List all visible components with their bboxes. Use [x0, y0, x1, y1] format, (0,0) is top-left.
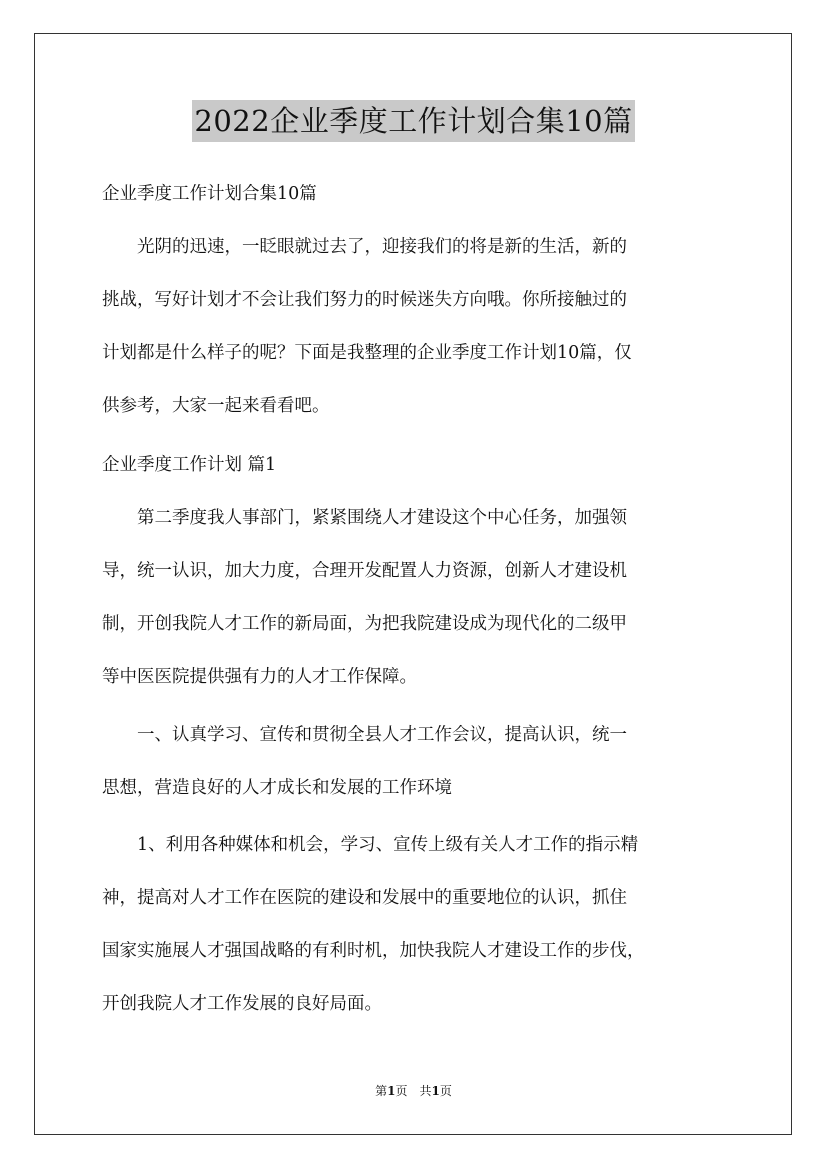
- paragraph-line: 计划都是什么样子的呢？下面是我整理的企业季度工作计划10篇，仅: [102, 343, 632, 363]
- section-heading-collection: 企业季度工作计划合集10篇: [102, 184, 317, 204]
- page-mid: 页 共: [395, 1084, 432, 1098]
- paragraph-line: 供参考，大家一起来看看吧。: [102, 396, 330, 416]
- paragraph-line: 光阴的迅速，一眨眼就过去了，迎接我们的将是新的生活，新的: [102, 237, 627, 257]
- paragraph-line: 神，提高对人才工作在医院的建设和发展中的重要地位的认识，抓住: [102, 888, 627, 908]
- paragraph-line: 第二季度我人事部门，紧紧围绕人才建设这个中心任务，加强领: [102, 508, 627, 528]
- paragraph-line: 制，开创我院人才工作的新局面，为把我院建设成为现代化的二级甲: [102, 614, 627, 634]
- page-suffix: 页: [439, 1084, 452, 1098]
- document-title: 2022企业季度工作计划合集10篇: [192, 100, 634, 142]
- page-prefix: 第: [375, 1084, 388, 1098]
- title-container: [0, 100, 827, 142]
- paragraph-line: 国家实施展人才强国战略的有利时机，加快我院人才建设工作的步伐，: [102, 941, 645, 961]
- page-current: 1: [387, 1084, 396, 1098]
- paragraph-line: 挑战，写好计划才不会让我们努力的时候迷失方向哦。你所接触过的: [102, 290, 627, 310]
- section-heading-part1: 企业季度工作计划 篇1: [102, 455, 277, 475]
- page-footer: [0, 1083, 827, 1099]
- paragraph-line: 1、利用各种媒体和机会，学习、宣传上级有关人才工作的指示精: [102, 835, 639, 855]
- paragraph-line: 思想，营造良好的人才成长和发展的工作环境: [102, 778, 452, 798]
- paragraph-line: 开创我院人才工作发展的良好局面。: [102, 994, 382, 1014]
- paragraph-line: 导，统一认识，加大力度，合理开发配置人力资源，创新人才建设机: [102, 561, 627, 581]
- page-total: 1: [431, 1084, 440, 1098]
- paragraph-line: 一、认真学习、宣传和贯彻全县人才工作会议，提高认识，统一: [102, 725, 627, 745]
- paragraph-line: 等中医医院提供强有力的人才工作保障。: [102, 667, 417, 687]
